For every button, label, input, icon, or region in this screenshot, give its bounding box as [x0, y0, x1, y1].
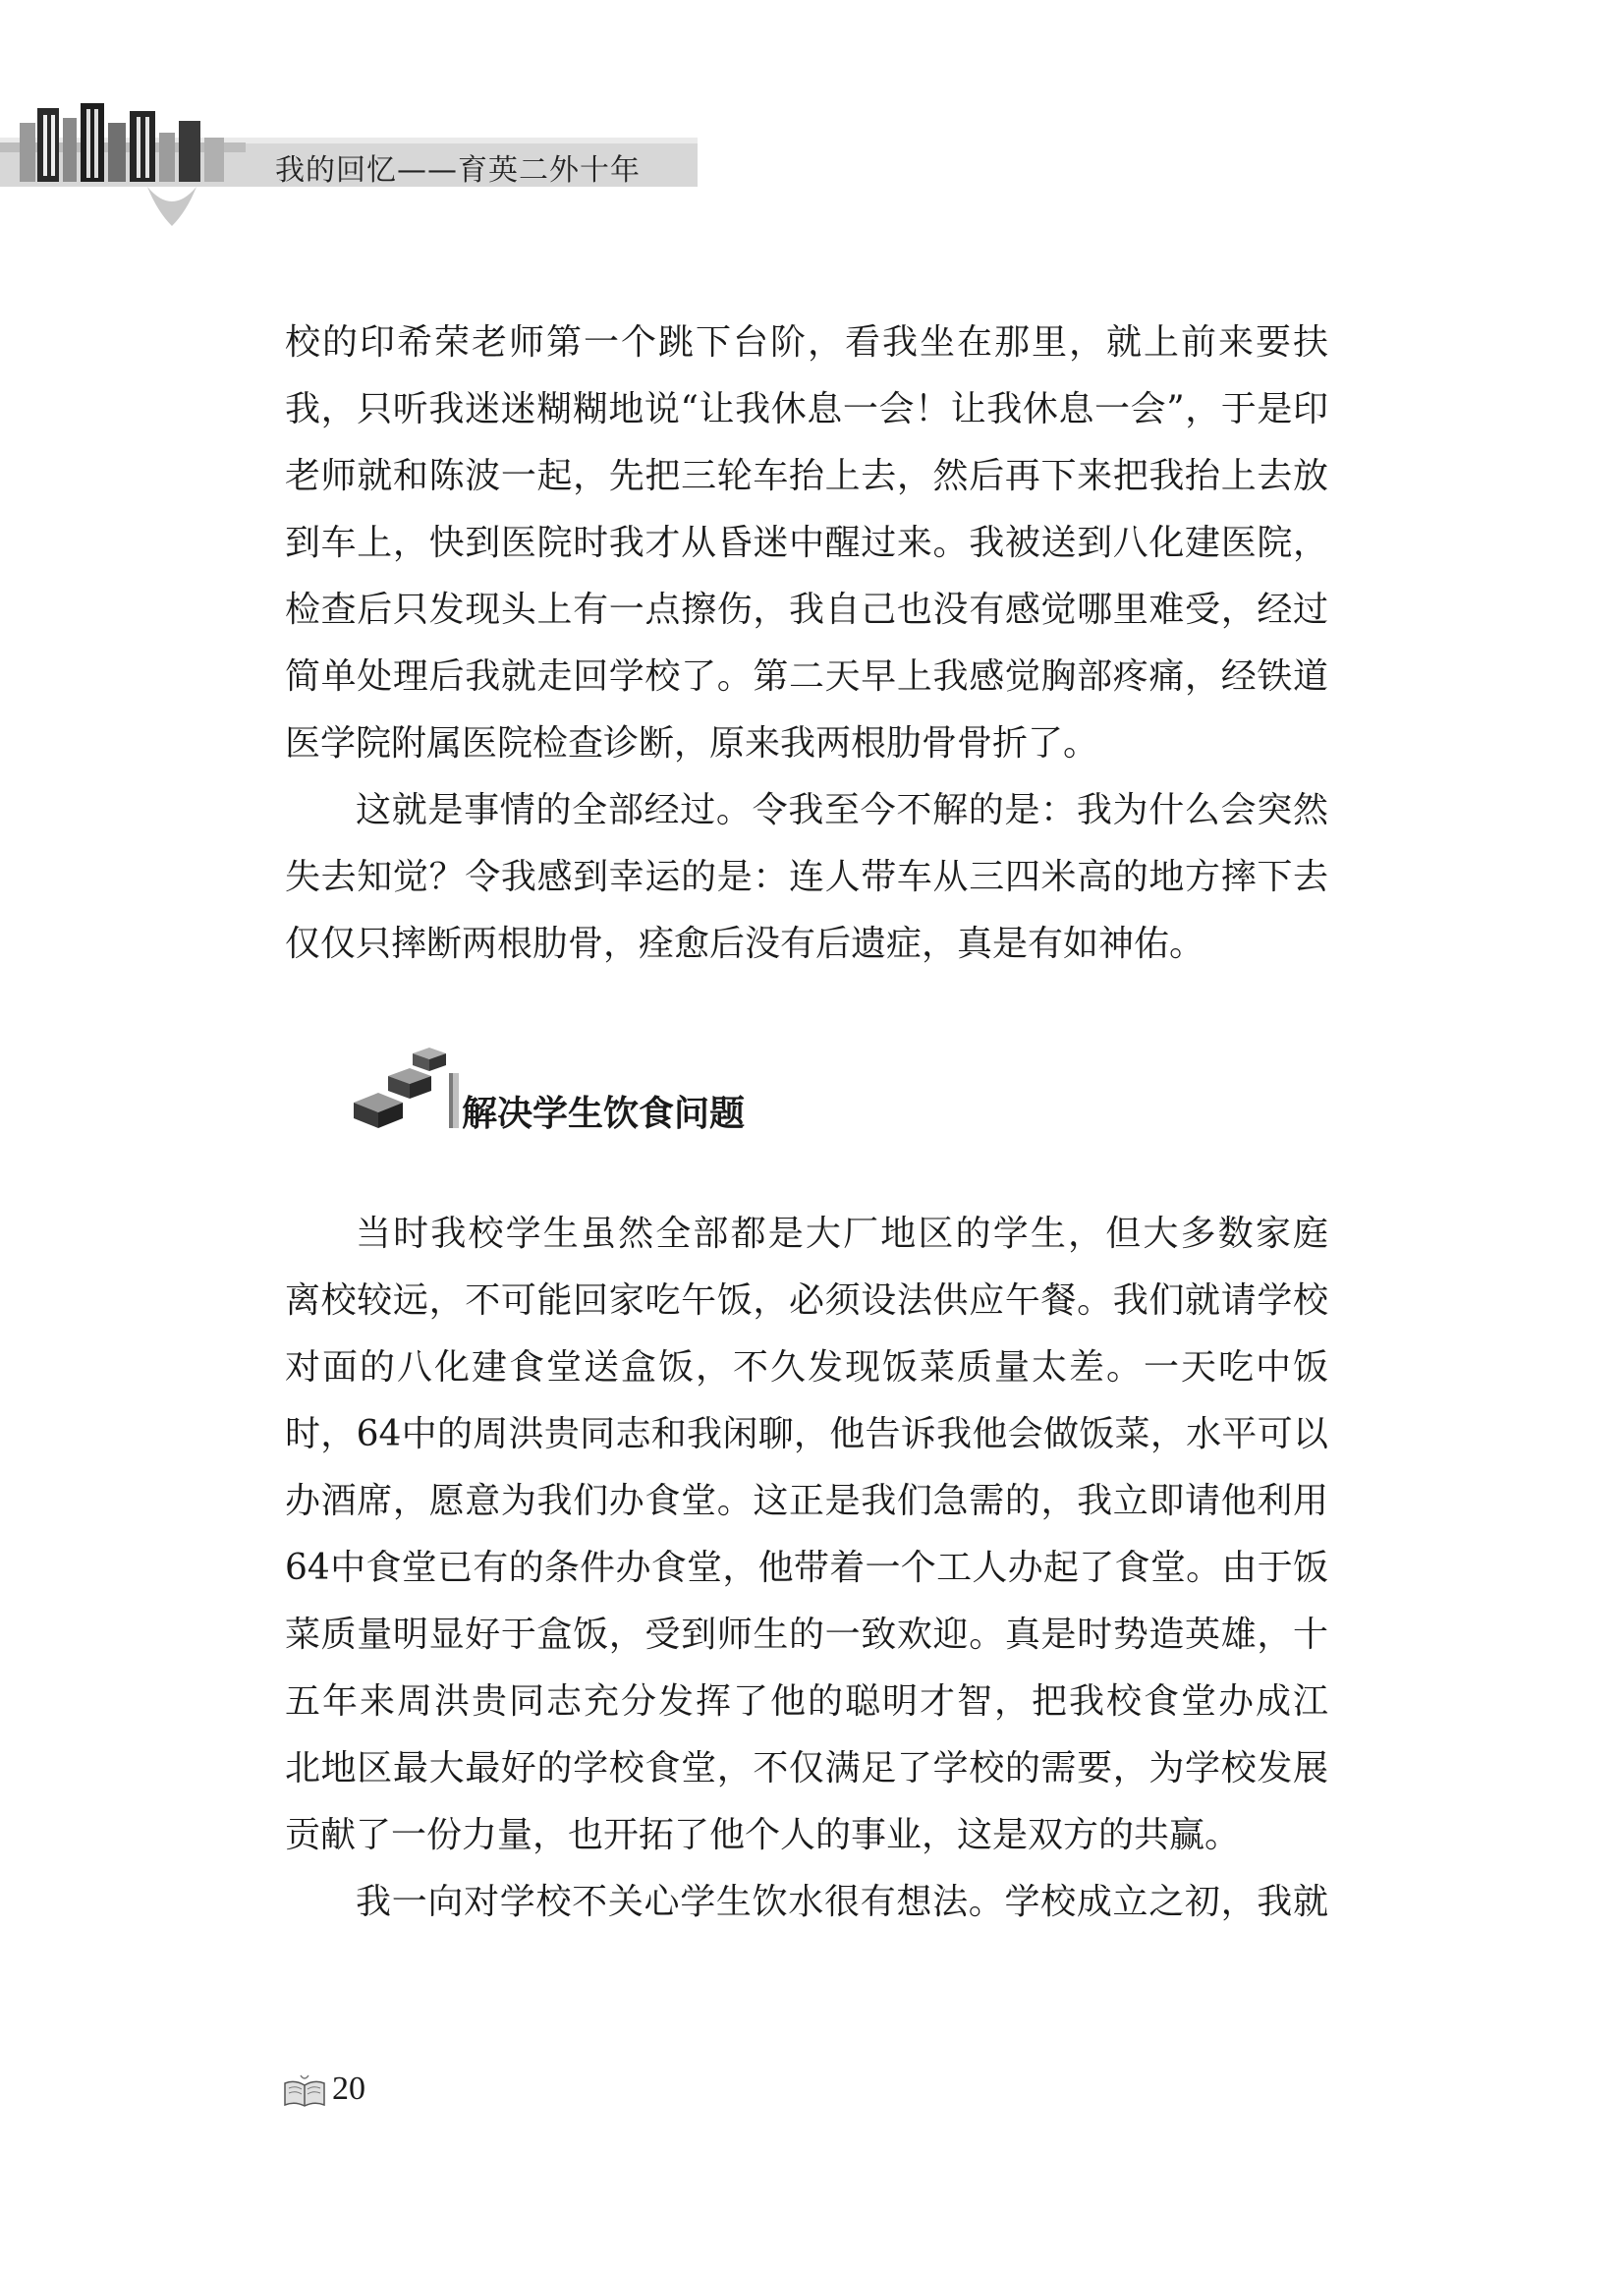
- city-buildings-logo-icon: [0, 93, 246, 231]
- section-heading: 解决学生饮食问题: [462, 1093, 746, 1134]
- text-line: 离校较远，不可能回家吃午饭，必须设法供应午餐。我们就请学校: [285, 1280, 1328, 1321]
- page-number: 20: [332, 2071, 365, 2107]
- text-line: 64中食堂已有的条件办食堂，他带着一个工人办起了食堂。由于饭: [285, 1548, 1328, 1588]
- text-line: 校的印希荣老师第一个跳下台阶，看我坐在那里，就上前来要扶: [285, 322, 1328, 363]
- text-line: 简单处理后我就走回学校了。第二天早上我感觉胸部疼痛，经铁道: [285, 656, 1328, 697]
- paragraph-block-1: [285, 310, 1328, 978]
- text-line: 医学院附属医院检查诊断，原来我两根肋骨骨折了。: [285, 723, 1099, 764]
- open-book-icon: [283, 2073, 326, 2109]
- text-line: 五年来周洪贵同志充分发挥了他的聪明才智，把我校食堂办成江: [285, 1681, 1328, 1722]
- running-header-title: 我的回忆——育英二外十年: [275, 153, 641, 188]
- text-line: 时，64中的周洪贵同志和我闲聊，他告诉我他会做饭菜，水平可以: [285, 1414, 1328, 1454]
- text-line: 到车上，快到医院时我才从昏迷中醒过来。我被送到八化建医院，: [285, 523, 1328, 563]
- text-line: 检查后只发现头上有一点擦伤，我自己也没有感觉哪里难受，经过: [285, 590, 1328, 630]
- text-line: 仅仅只摔断两根肋骨，痊愈后没有后遗症，真是有如神佑。: [285, 924, 1205, 964]
- paragraph-block-2: [285, 1201, 1328, 1936]
- text-line: 当时我校学生虽然全部都是大厂地区的学生，但大多数家庭: [356, 1214, 1328, 1254]
- text-line: 我一向对学校不关心学生饮水很有想法。学校成立之初，我就: [356, 1882, 1328, 1922]
- text-line: 这就是事情的全部经过。令我至今不解的是：我为什么会突然: [356, 790, 1328, 830]
- text-line: 我，只听我迷迷糊糊地说“让我休息一会！让我休息一会”，于是印: [285, 389, 1328, 429]
- text-line: 北地区最大最好的学校食堂，不仅满足了学校的需要，为学校发展: [285, 1748, 1328, 1788]
- text-line: 对面的八化建食堂送盒饭，不久发现饭菜质量太差。一天吃中饭: [285, 1347, 1328, 1388]
- text-line: 办酒席，愿意为我们办食堂。这正是我们急需的，我立即请他利用: [285, 1481, 1328, 1521]
- text-line: 菜质量明显好于盒饭，受到师生的一致欢迎。真是时势造英雄，十: [285, 1615, 1328, 1655]
- text-line: 失去知觉？令我感到幸运的是：连人带车从三四米高的地方摔下去: [285, 857, 1328, 897]
- stacked-blocks-icon: [349, 1042, 467, 1130]
- text-line: 贡献了一份力量，也开拓了他个人的事业，这是双方的共赢。: [285, 1815, 1241, 1855]
- text-line: 老师就和陈波一起，先把三轮车抬上去，然后再下来把我抬上去放: [285, 456, 1328, 496]
